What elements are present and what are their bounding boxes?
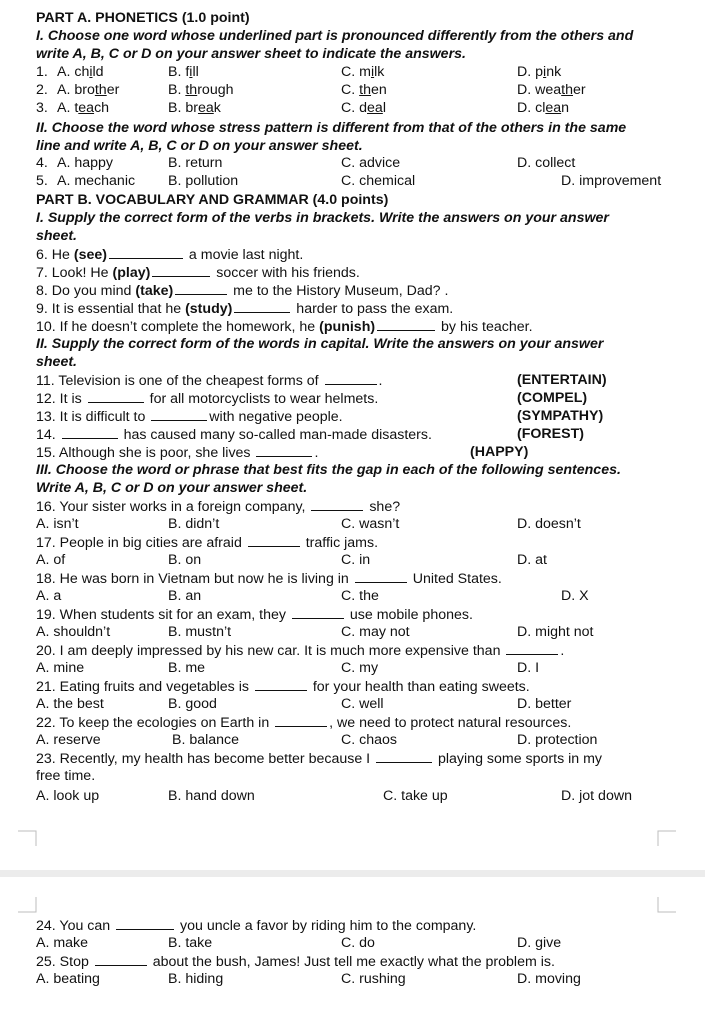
q2-option-d: D. weather: [517, 82, 586, 98]
q24-option-b[interactable]: B. take: [168, 935, 213, 951]
answer-blank[interactable]: [255, 678, 307, 691]
q24-option-d[interactable]: D. give: [517, 935, 562, 951]
q11-word-hint: (ENTERTAIN): [517, 372, 607, 388]
question-25: 25. Stop about the bush, James! Just tell me exactly what the problem is.: [36, 954, 555, 970]
question-20: 20. I am deeply impressed by his new car. It is much more expensive than .: [36, 643, 565, 659]
part-b-instruction-2b: sheet.: [36, 354, 78, 370]
q2-option-a: A. brother: [57, 82, 120, 98]
answer-blank[interactable]: [377, 318, 435, 331]
q4-option-b: B. return: [168, 155, 223, 171]
q19-option-d[interactable]: D. might not: [517, 624, 594, 640]
question-18: 18. He was born in Vietnam but now he is living in United States.: [36, 571, 502, 587]
q24-option-a[interactable]: A. make: [36, 935, 89, 951]
q23-option-c[interactable]: C. take up: [383, 788, 448, 804]
q16-option-c[interactable]: C. wasn’t: [341, 516, 400, 532]
question-13: 13. It is difficult to with negative people.: [36, 409, 343, 425]
crop-corner-icon: [18, 897, 38, 913]
answer-blank[interactable]: [175, 282, 227, 295]
crop-corner-icon: [18, 830, 38, 846]
q5-option-a: A. mechanic: [57, 173, 136, 189]
q2-option-c: C. then: [341, 82, 387, 98]
q21-option-d[interactable]: D. better: [517, 696, 572, 712]
q19-option-c[interactable]: C. may not: [341, 624, 410, 640]
q16-option-d[interactable]: D. doesn’t: [517, 516, 581, 532]
part-b-instruction-1b: sheet.: [36, 228, 78, 244]
q18-option-a[interactable]: A. a: [36, 588, 62, 604]
part-a-instruction-2b: line and write A, B, C or D on your answer sheet.: [36, 138, 363, 154]
q21-option-b[interactable]: B. good: [168, 696, 217, 712]
q24-option-c[interactable]: C. do: [341, 935, 375, 951]
q18-option-b[interactable]: B. an: [168, 588, 202, 604]
q23-option-a[interactable]: A. look up: [36, 788, 100, 804]
q20-option-a[interactable]: A. mine: [36, 660, 85, 676]
q23-option-b[interactable]: B. hand down: [168, 788, 255, 804]
q1-option-b: B. fill: [168, 64, 199, 80]
q12-word-hint: (COMPEL): [517, 390, 588, 406]
answer-blank[interactable]: [376, 750, 432, 763]
q4-option-c: C. advice: [341, 155, 401, 171]
q5-option-b: B. pollution: [168, 173, 239, 189]
q17-option-c[interactable]: C. in: [341, 552, 371, 568]
answer-blank[interactable]: [151, 408, 207, 421]
question-14: 14. has caused many so-called man-made disasters.: [36, 427, 432, 443]
q16-option-b[interactable]: B. didn’t: [168, 516, 220, 532]
q22-option-b[interactable]: B. balance: [172, 732, 240, 748]
q16-option-a[interactable]: A. isn’t: [36, 516, 79, 532]
q19-option-b[interactable]: B. mustn’t: [168, 624, 232, 640]
answer-blank[interactable]: [116, 917, 174, 930]
question-9: 9. It is essential that he (study) harder to pass the exam.: [36, 301, 454, 317]
q5-option-d: D. improvement: [561, 173, 662, 189]
answer-blank[interactable]: [88, 390, 144, 403]
question-10: 10. If he doesn’t complete the homework, he (punish) by his teacher.: [36, 319, 533, 335]
q2-option-b: B. through: [168, 82, 234, 98]
answer-blank[interactable]: [109, 246, 183, 259]
question-22: 22. To keep the ecologies on Earth in , we need to protect natural resources.: [36, 715, 572, 731]
q3-option-a: A. teach: [57, 100, 110, 116]
q23-option-d[interactable]: D. jot down: [561, 788, 632, 804]
page-break: [0, 870, 705, 877]
crop-corner-icon: [656, 830, 676, 846]
part-b-instruction-1: I. Supply the correct form of the verbs in brackets. Write the answers on your answer: [36, 210, 609, 226]
q18-option-c[interactable]: C. the: [341, 588, 379, 604]
question-24: 24. You can you uncle a favor by riding him to the company.: [36, 918, 477, 934]
q3-option-b: B. break: [168, 100, 221, 116]
q1-option-d: D. pink: [517, 64, 562, 80]
answer-blank[interactable]: [62, 426, 118, 439]
answer-blank[interactable]: [355, 570, 407, 583]
q1-option-a: A. child: [57, 64, 104, 80]
q25-option-d[interactable]: D. moving: [517, 971, 581, 987]
part-b-heading: PART B. VOCABULARY AND GRAMMAR (4.0 points): [36, 192, 389, 208]
question-19: 19. When students sit for an exam, they use mobile phones.: [36, 607, 473, 623]
crop-corner-icon: [656, 897, 676, 913]
exam-page-2: [0, 877, 705, 1010]
q22-option-c[interactable]: C. chaos: [341, 732, 397, 748]
q14-word-hint: (FOREST): [517, 426, 584, 442]
answer-blank[interactable]: [234, 300, 290, 313]
q20-option-b[interactable]: B. me: [168, 660, 206, 676]
answer-blank[interactable]: [275, 714, 327, 727]
q17-option-d[interactable]: D. at: [517, 552, 547, 568]
question-8: 8. Do you mind (take) me to the History Museum, Dad? .: [36, 283, 449, 299]
part-a-heading: PART A. PHONETICS (1.0 point): [36, 10, 250, 26]
question-17: 17. People in big cities are afraid traffic jams.: [36, 535, 379, 551]
answer-blank[interactable]: [152, 264, 210, 277]
q15-word-hint: (HAPPY): [470, 444, 529, 460]
answer-blank[interactable]: [256, 444, 312, 457]
part-a-instruction-1b: write A, B, C or D on your answer sheet to indicate the answers.: [36, 46, 466, 62]
q17-option-a[interactable]: A. of: [36, 552, 66, 568]
q21-option-a[interactable]: A. the best: [36, 696, 104, 712]
q4-option-a: A. happy: [57, 155, 114, 171]
question-4: 4.: [36, 155, 48, 171]
answer-blank[interactable]: [506, 642, 558, 655]
q5-option-c: C. chemical: [341, 173, 416, 189]
q20-option-c[interactable]: C. my: [341, 660, 379, 676]
question-1: 1.: [36, 64, 48, 80]
q1-option-c: C. milk: [341, 64, 385, 80]
answer-blank[interactable]: [325, 372, 377, 385]
part-a-instruction-1: I. Choose one word whose underlined part is pronounced differently from the others and: [36, 28, 634, 44]
part-a-instruction-2: II. Choose the word whose stress pattern is different from that of the others in the same: [36, 120, 627, 136]
part-b-instruction-3b: Write A, B, C or D on your answer sheet.: [36, 480, 308, 496]
q3-option-c: C. deal: [341, 100, 386, 116]
q19-option-a[interactable]: A. shouldn’t: [36, 624, 111, 640]
question-12: 12. It is for all motorcyclists to wear helmets.: [36, 391, 379, 407]
q25-option-b[interactable]: B. hiding: [168, 971, 224, 987]
question-21: 21. Eating fruits and vegetables is for your health than eating sweets.: [36, 679, 530, 695]
question-15: 15. Although she is poor, she lives .: [36, 445, 319, 461]
answer-blank[interactable]: [248, 534, 300, 547]
q20-option-d[interactable]: D. I: [517, 660, 540, 676]
q3-option-d: D. clean: [517, 100, 570, 116]
question-11: 11. Television is one of the cheapest forms of .: [36, 373, 383, 389]
part-b-instruction-2: II. Supply the correct form of the words in capital. Write the answers on your answer: [36, 336, 604, 352]
question-3: 3.: [36, 100, 48, 116]
question-5: 5.: [36, 173, 48, 189]
part-b-instruction-3: III. Choose the word or phrase that best fits the gap in each of the following sentences.: [36, 462, 621, 478]
q25-option-c[interactable]: C. rushing: [341, 971, 406, 987]
q25-option-a[interactable]: A. beating: [36, 971, 100, 987]
q22-option-a[interactable]: A. reserve: [36, 732, 101, 748]
q17-option-b[interactable]: B. on: [168, 552, 202, 568]
q13-word-hint: (SYMPATHY): [517, 408, 604, 424]
answer-blank[interactable]: [311, 498, 363, 511]
question-7: 7. Look! He (play) soccer with his friends.: [36, 265, 360, 281]
question-23-continued: free time.: [36, 768, 96, 784]
question-2: 2.: [36, 82, 48, 98]
q4-option-d: D. collect: [517, 155, 576, 171]
answer-blank[interactable]: [95, 953, 147, 966]
q21-option-c[interactable]: C. well: [341, 696, 384, 712]
question-23: 23. Recently, my health has become better because I playing some sports in my: [36, 751, 603, 767]
q22-option-d[interactable]: D. protection: [517, 732, 598, 748]
question-16: 16. Your sister works in a foreign company, she?: [36, 499, 401, 515]
question-6: 6. He (see) a movie last night.: [36, 247, 304, 263]
answer-blank[interactable]: [292, 606, 344, 619]
q18-option-d[interactable]: D. X: [561, 588, 589, 604]
